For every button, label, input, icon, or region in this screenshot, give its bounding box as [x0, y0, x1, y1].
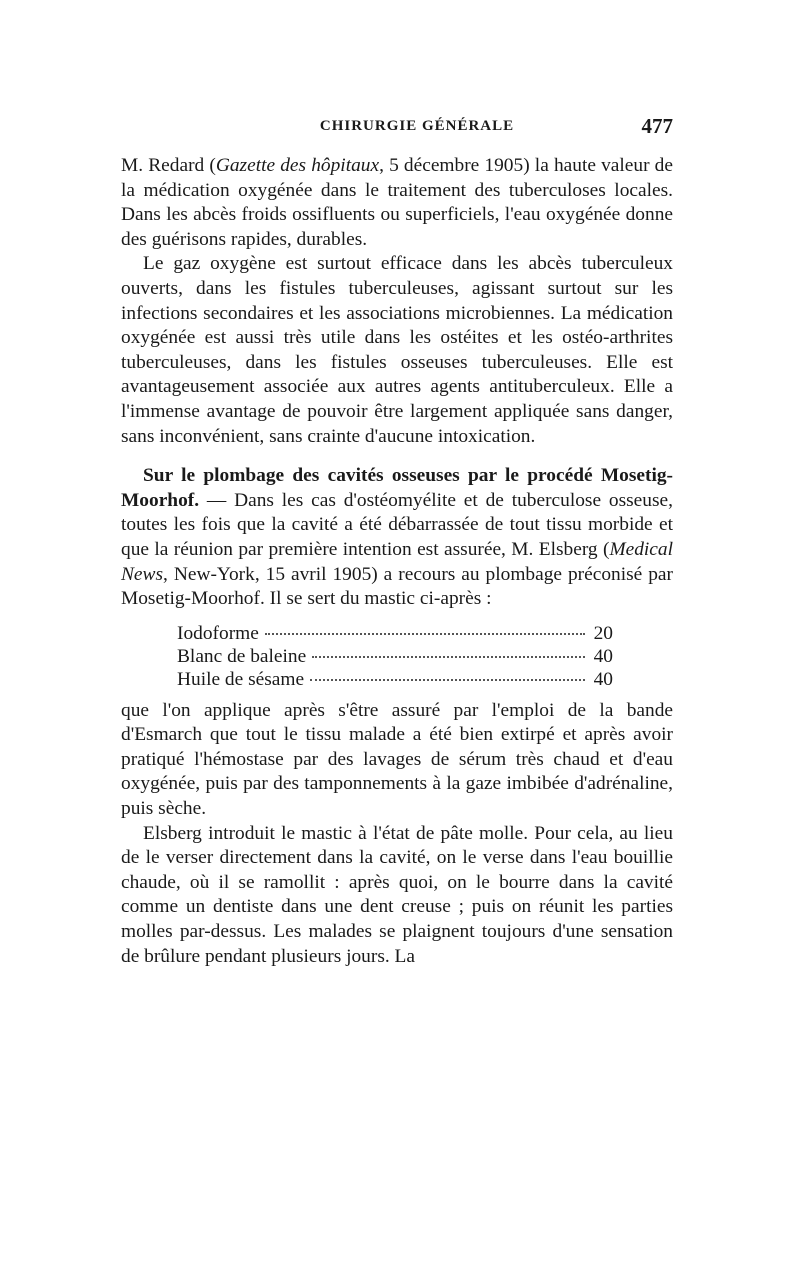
paragraph-elsberg: Elsberg introduit le mastic à l'état de pâte molle. Pour cela, au lieu de le verser directement dans la cavité, on le verse dans l'eau bouillie chaude, où il se ramollit : après quoi, on le bourre dans la cavité comme un dentiste dans une dent creuse ; puis on réunit les parties molles par-dessus. Les malades se plaignent toujours d'une sensation de brûlure pendant plusieurs jours. La	[121, 822, 673, 967]
recipe-row	[177, 622, 613, 645]
page-header	[121, 114, 673, 154]
recipe-quantity: 20	[593, 622, 613, 644]
paragraph-oxygen-gas: Le gaz oxygène est surtout efficace dans les abcès tuberculeux ouverts, dans les fistules tuberculeuses, agissant surtout sur les infections secondaires et les associations microbiennes. La médication oxygénée est aussi très utile dans les ostéites et les ostéo-arthrites tuberculeuses, dans les fistules osseuses tuberculeuses. Elle est avantageusement associée aux autres agents antituberculeux. Elle a l'immense avantage de pouvoir être largement appliquée sans danger, sans inconvénient, sans crainte d'aucune intoxication.	[121, 253, 673, 447]
recipe-quantity: 40	[593, 645, 613, 667]
recipe-ingredient: Huile de sésame	[177, 668, 305, 690]
recipe-quantity: 40	[593, 668, 613, 690]
recipe-ingredient: Iodoforme	[177, 622, 259, 644]
dot-leader	[310, 679, 585, 681]
dot-leader	[265, 633, 585, 635]
paragraph-application: que l'on applique après s'être assuré par l'emploi de la bande d'Esmarch que tout le tissu malade a été bien extirpé et après avoir pratiqué l'hémostase par des lavages de sérum très chaud et d'eau oxygénée, puis par des tamponnements à la gaze imbibée d'adrénaline, puis sèche.	[121, 699, 673, 820]
recipe-list	[177, 622, 613, 691]
recipe-row	[177, 668, 613, 691]
recipe-row	[177, 645, 613, 668]
paragraph-redard-text: , 5 décembre 1905) la haute valeur de la médication oxygénée dans le traitement des tuberculoses locales. Dans les abcès froids ossifluents ou superficiels, l'eau oxygénée donne des guérisons rapides, durables.	[121, 155, 673, 250]
paragraph-plombage	[121, 464, 673, 612]
dot-leader	[312, 656, 585, 658]
recipe-ingredient: Blanc de baleine	[177, 645, 307, 667]
journal-title: Medical News	[121, 538, 673, 585]
running-title: CHIRURGIE GÉNÉRALE	[319, 118, 515, 134]
journal-title: Gazette des hôpitaux	[215, 155, 380, 176]
book-page	[121, 114, 673, 969]
page-number: 477	[641, 114, 673, 138]
paragraph-plombage-text-a: — Dans les cas d'ostéomyélite et de tuberculose osseuse, toutes les fois que la cavité a été débarrassée de tout tissu morbide et que la réunion par première intention est assurée, M. Elsberg (	[121, 489, 673, 560]
paragraph-plombage-text-b: , New-York, 15 avril 1905) a recours au plombage préconisé par Mosetig-Moorhof. Il se sert du mastic ci-après :	[121, 563, 673, 610]
section-title: Sur le plombage des cavités osseuses par le procédé Mosetig-Moorhof.	[121, 465, 673, 511]
paragraph-redard-author: M. Redard (	[121, 155, 216, 176]
paragraph-redard	[121, 154, 673, 252]
